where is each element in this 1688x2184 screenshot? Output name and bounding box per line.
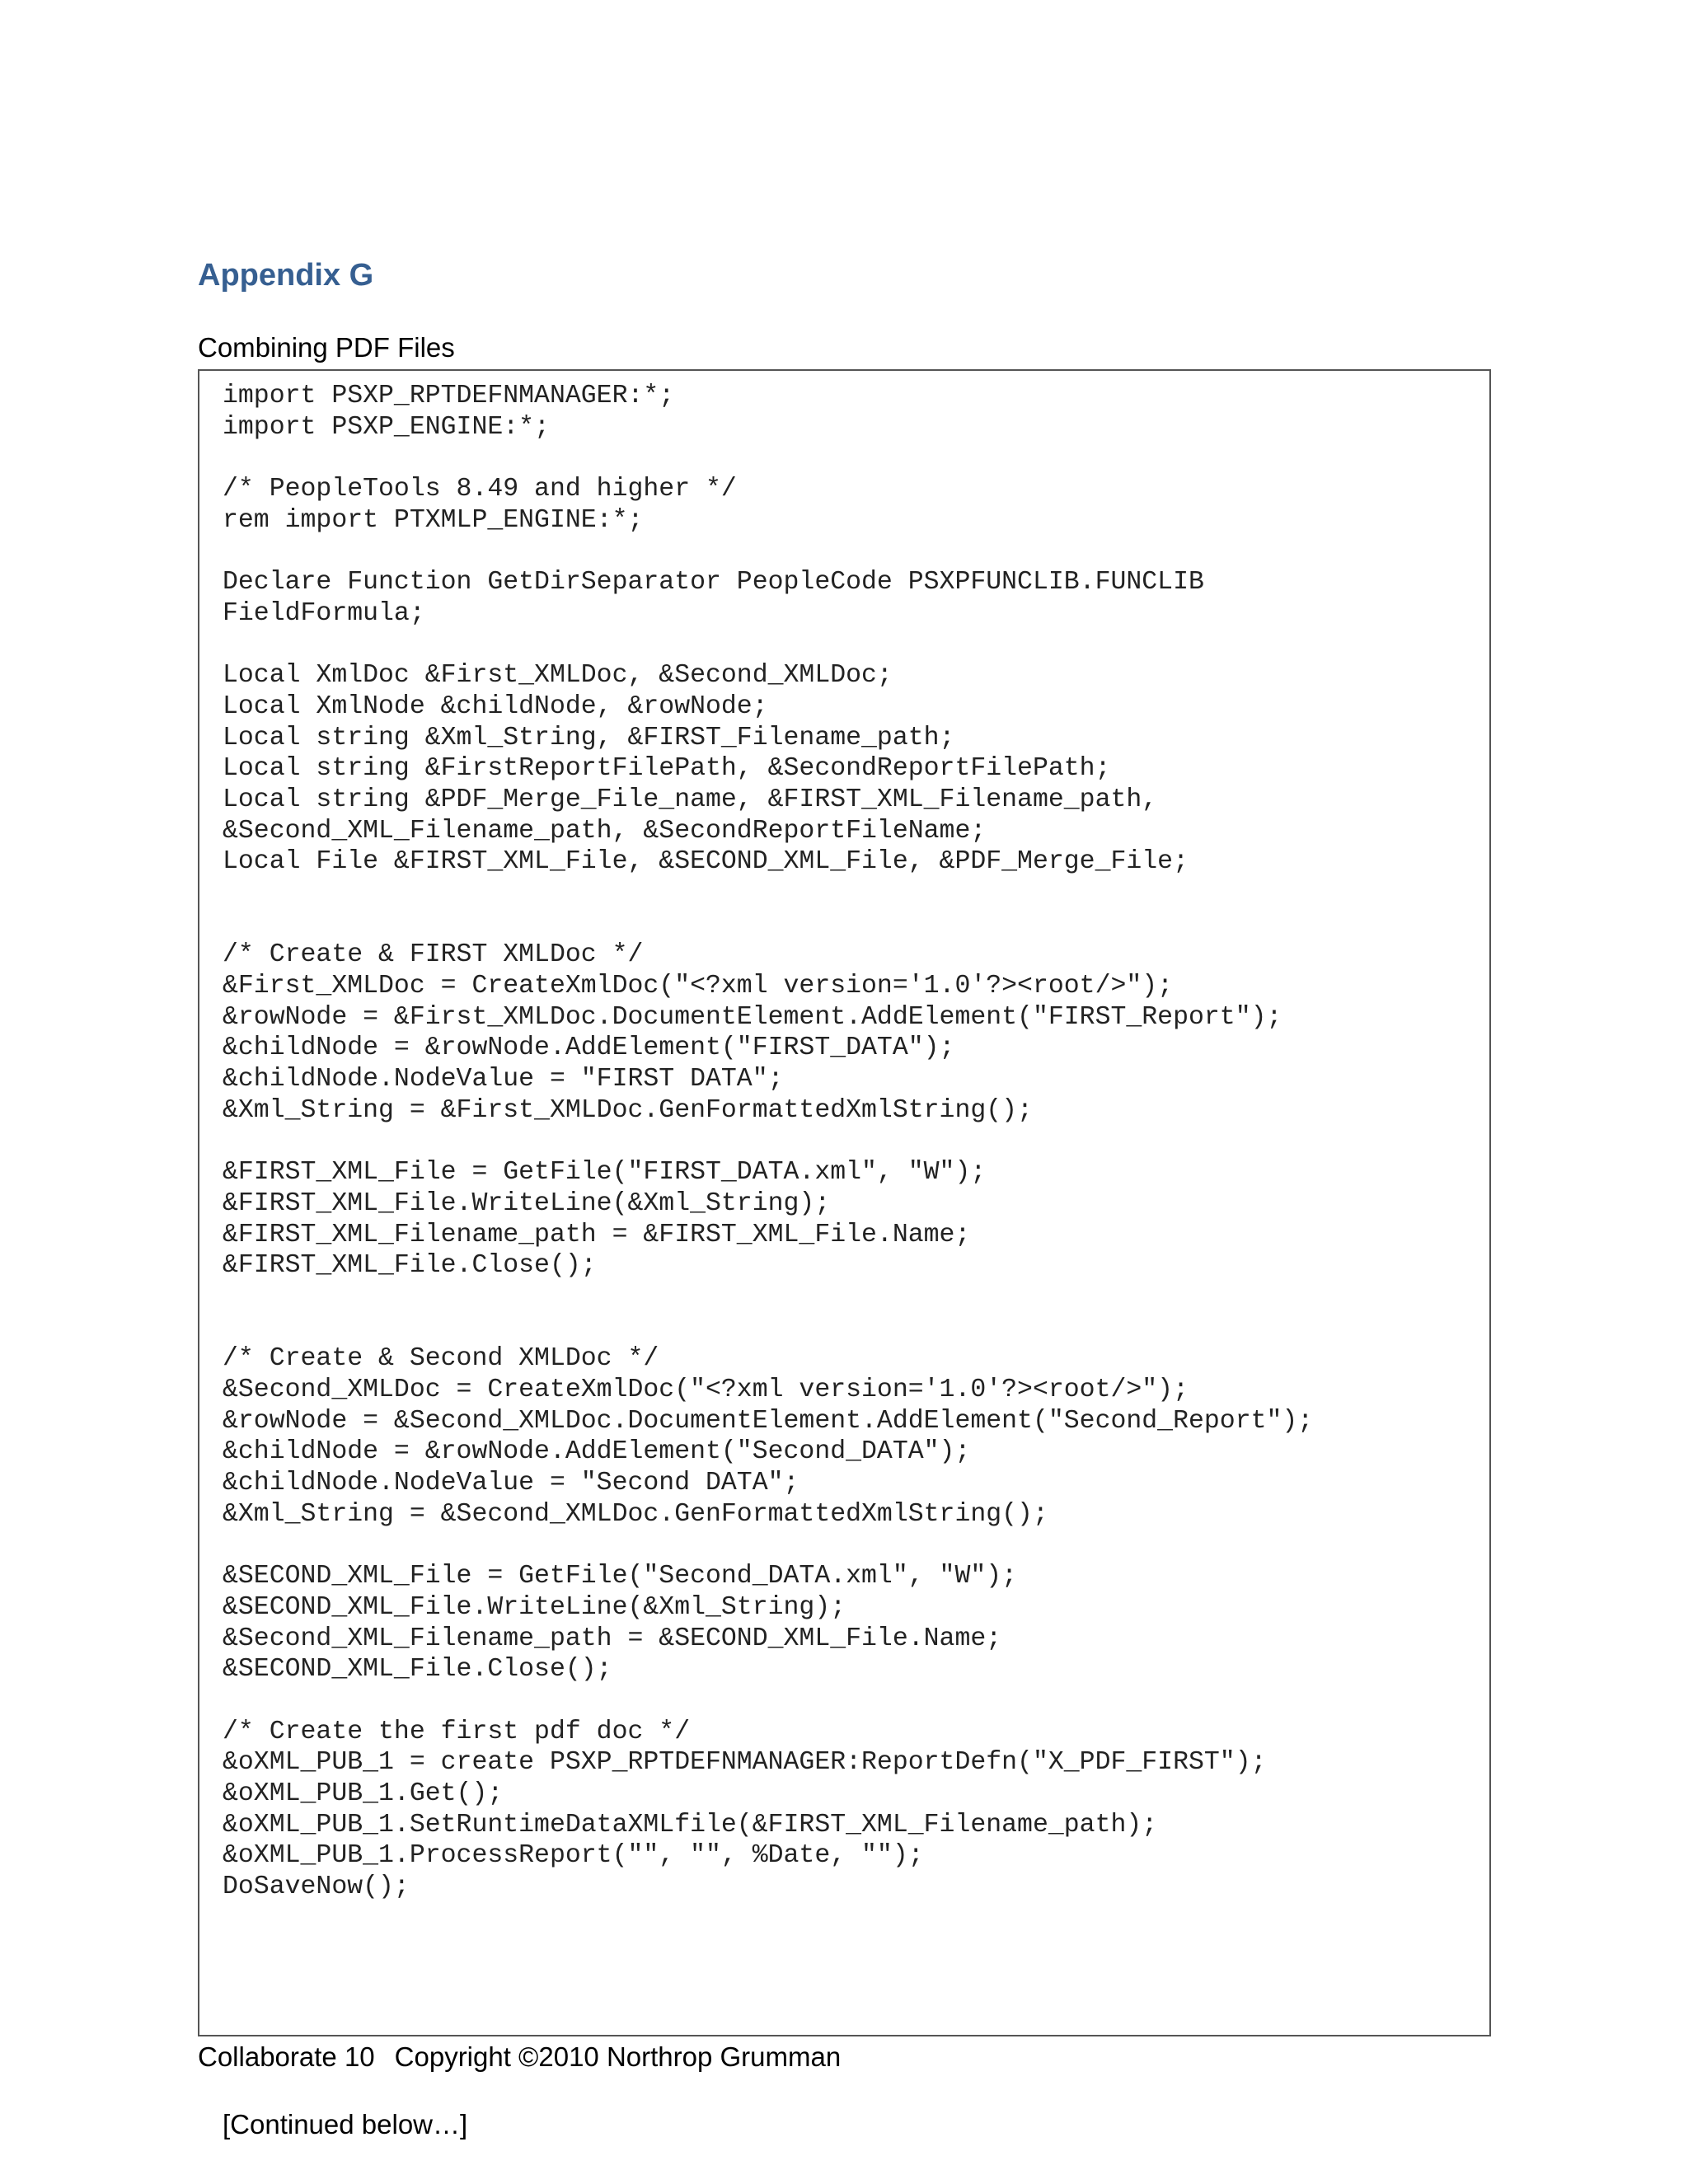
code-line: &SECOND_XML_File.WriteLine(&Xml_String);: [223, 1592, 846, 1622]
code-line: [223, 1685, 1313, 1717]
code-listing: [223, 381, 1313, 1903]
code-line: [223, 1313, 1313, 1344]
code-line: &childNode.NodeValue = "Second DATA";: [223, 1469, 799, 1498]
code-line: [223, 1282, 1313, 1313]
code-line: &rowNode = &Second_XMLDoc.DocumentElement.AddElement("Second_Report");: [223, 1406, 1314, 1436]
code-line: [223, 1530, 1313, 1561]
footer-copyright: Copyright ©2010 Northrop Grumman: [394, 2041, 842, 2072]
code-line: &SECOND_XML_File.Close();: [223, 1655, 612, 1685]
code-line: [223, 443, 1313, 474]
code-line: /* Create & Second XMLDoc */: [223, 1344, 659, 1374]
code-line: &Second_XMLDoc = CreateXmlDoc("<?xml version='1.0'?><root/>");: [223, 1376, 1189, 1404]
code-line: &childNode = &rowNode.AddElement("Second_DATA");: [223, 1437, 971, 1467]
code-line: &childNode.NodeValue = "FIRST DATA";: [223, 1065, 784, 1094]
code-line: &Second_XML_Filename_path = &SECOND_XML_File.Name;: [223, 1624, 1002, 1653]
code-line: rem import PTXMLP_ENGINE:*;: [223, 505, 644, 535]
code-line: &oXML_PUB_1 = create PSXP_RPTDEFNMANAGER:ReportDefn("X_PDF_FIRST");: [223, 1748, 1267, 1778]
code-line: &SECOND_XML_File = GetFile("Second_DATA.xml", "W");: [223, 1562, 1018, 1591]
code-line: /* Create the first pdf doc */: [223, 1717, 691, 1746]
code-line: Local XmlDoc &First_XMLDoc, &Second_XMLDoc;: [223, 661, 893, 691]
code-line: &oXML_PUB_1.Get();: [223, 1779, 504, 1808]
code-line: Local string &Xml_String, &FIRST_Filename_path;: [223, 723, 955, 752]
code-line: &oXML_PUB_1.ProcessReport("", "", %Date, "");: [223, 1841, 924, 1871]
continued-note: [Continued below…]: [223, 2109, 468, 2139]
code-line: /* PeopleTools 8.49 and higher */: [223, 475, 737, 504]
code-line: Local string &FirstReportFilePath, &SecondReportFilePath;: [223, 754, 1111, 784]
code-line: &Xml_String = &Second_XMLDoc.GenFormattedXmlString();: [223, 1499, 1048, 1529]
code-line: &oXML_PUB_1.SetRuntimeDataXMLfile(&FIRST_XML_Filename_path);: [223, 1810, 1158, 1840]
code-line: FieldFormula;: [223, 598, 425, 628]
code-line: [223, 630, 1313, 661]
footer-event: Collaborate 10: [198, 2041, 375, 2072]
code-line: &FIRST_XML_File.WriteLine(&Xml_String);: [223, 1188, 831, 1218]
code-line: Local File &FIRST_XML_File, &SECOND_XML_File, &PDF_Merge_File;: [223, 847, 1189, 877]
code-line: &First_XMLDoc = CreateXmlDoc("<?xml version='1.0'?><root/>");: [223, 972, 1174, 1001]
page-footer: [198, 2041, 841, 2074]
section-subtitle: Combining PDF Files: [198, 332, 455, 363]
code-line: &Xml_String = &First_XMLDoc.GenFormattedXmlString();: [223, 1095, 1033, 1125]
code-line: [223, 878, 1313, 909]
code-line: /* Create & FIRST XMLDoc */: [223, 940, 644, 970]
code-line: Local XmlNode &childNode, &rowNode;: [223, 691, 768, 721]
code-line: [223, 909, 1313, 940]
code-line: [223, 1127, 1313, 1158]
code-line: Declare Function GetDirSeparator PeopleCode PSXPFUNCLIB.FUNCLIB: [223, 568, 1204, 598]
code-line: DoSaveNow();: [223, 1872, 410, 1901]
code-line: &FIRST_XML_Filename_path = &FIRST_XML_File.Name;: [223, 1220, 971, 1249]
code-line: &childNode = &rowNode.AddElement("FIRST_DATA");: [223, 1033, 955, 1063]
code-line: Local string &PDF_Merge_File_name, &FIRST_XML_Filename_path,: [223, 785, 1158, 814]
code-line: import PSXP_RPTDEFNMANAGER:*;: [223, 382, 675, 410]
code-line: &rowNode = &First_XMLDoc.DocumentElement.AddElement("FIRST_Report");: [223, 1002, 1282, 1032]
code-line: &FIRST_XML_File = GetFile("FIRST_DATA.xml", "W");: [223, 1158, 987, 1188]
page-heading: Appendix G: [198, 258, 374, 293]
code-line: &FIRST_XML_File.Close();: [223, 1251, 597, 1281]
code-line: [223, 536, 1313, 567]
code-line: &Second_XML_Filename_path, &SecondReportFileName;: [223, 816, 987, 846]
code-line: import PSXP_ENGINE:*;: [223, 412, 550, 442]
